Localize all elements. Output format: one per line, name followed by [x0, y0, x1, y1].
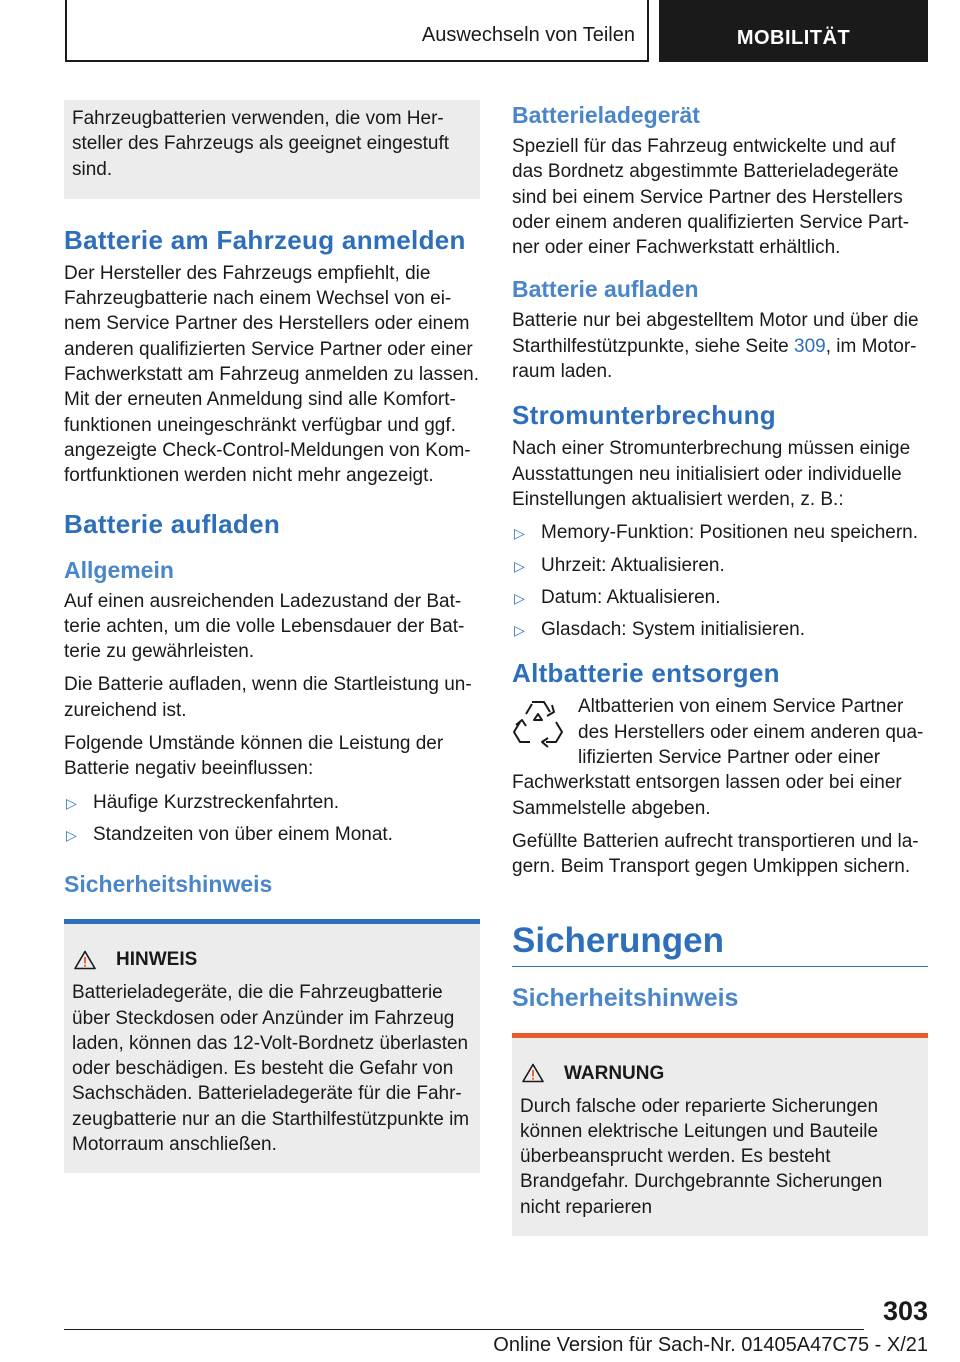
heading-dispose-old-battery: Altbatterie entsorgen [512, 658, 780, 689]
list-item: ▷ Standzeiten von über einem Monat. [64, 822, 480, 847]
warning-triangle-icon [522, 1063, 544, 1083]
left-column [64, 100, 480, 1173]
footer-divider [64, 1329, 864, 1330]
bullet-triangle-icon: ▷ [514, 525, 525, 542]
warning-box [512, 1033, 928, 1236]
disposal-text-2: Gefüllte Batterien aufrecht transportieren und lagern. Beim Transport gegen Umkippen sichern. [512, 830, 919, 878]
intro-box [64, 100, 480, 199]
subheading-general: Allgemein [64, 556, 174, 583]
page-number: 303 [882, 1296, 928, 1326]
heading-charge-battery-right: Batterie aufladen [512, 276, 699, 303]
list-item: ▷ Memory-Funktion: Positionen neu speichern. [512, 520, 928, 545]
list-item: ▷ Datum: Aktualisieren. [512, 585, 928, 610]
bullet-triangle-icon: ▷ [66, 794, 77, 811]
warning-triangle-icon [74, 950, 96, 970]
notice-box [64, 919, 480, 1173]
bullet-triangle-icon: ▷ [514, 622, 525, 639]
list-item: ▷ Uhrzeit: Aktualisieren. [512, 553, 928, 578]
register-battery-text: Der Hersteller des Fahrzeugs empfiehlt, die Fahrzeugbatterie nach einem Wechsel von einem Service Partner des Herstellers oder einem anderen qualifizierten Service Partner oder einer Fachwerkstatt am Fahrzeug anmelden zu lassen. Mit der erneuten Anmeldung sind alle Komfortfunktionen uneingeschränkt verfügbar und ggf. angezeigte Check-Control-Meldungen von Komfortfunktionen werden nicht mehr angezeigt. [64, 262, 480, 487]
bullet-triangle-icon: ▷ [66, 826, 77, 843]
charge-battery-right-text: Batterie nur bei abgestelltem Motor und über die Starthilfestützpunkte, siehe Seite 309, im Motorraum laden. [512, 310, 919, 383]
list-item: ▷ Häufige Kurzstreckenfahrten. [64, 790, 480, 815]
list-item: ▷ Glasdach: System initialisieren. [512, 617, 928, 642]
page-reference-link[interactable]: 309 [794, 335, 826, 357]
heading-charge-battery: Batterie aufladen [64, 508, 281, 539]
disposal-text-1-cont: Fachwerkstatt entsorgen lassen oder bei einer Sammelstelle abgeben. [512, 772, 902, 819]
notice-text: Batterieladegeräte, die die Fahrzeugbatterie über Steckdosen oder Anzünder im Fahrzeug laden, können das 12-Volt-Bordnetz überlasten oder beschädigen. Es besteht die Gefahr von Sachschäden. Batterieladegeräte für die Fahrzeugbatterie nur an die Starthilfestützpunkte im Motorraum anschließen. [72, 982, 470, 1156]
header-chapter-title: MOBILITÄT [736, 27, 851, 49]
heading-fuses: Sicherungen [512, 920, 724, 960]
notice-title: HINWEIS [72, 947, 472, 972]
heading-battery-charger: Batterieladegerät [512, 102, 700, 128]
subheading-safety-note: Sicherheitshinweis [64, 871, 273, 898]
charge-text-1: Auf einen ausreichenden Ladezustand der Batterie achten, um die volle Lebensdauer der Batterie zu gewährleisten. [64, 590, 465, 663]
footer-online-version: Online Version für Sach-Nr. 01405A47C75 - X/21 [493, 1334, 928, 1356]
charge-text-3: Folgende Umstände können die Leistung der Batterie negativ beeinflussen: [64, 733, 444, 780]
disposal-text-1: Altbatterien von einem Service Partner des Herstellers oder einem anderen qualifizierten Service Partner oder einer [578, 696, 924, 769]
subheading-fuses-safety: Sicherheitshinweis [512, 983, 739, 1012]
bullet-triangle-icon: ▷ [514, 557, 525, 574]
right-column [512, 100, 928, 1236]
power-interruption-list [512, 520, 928, 642]
heading-register-battery: Batterie am Fahrzeug anmelden [64, 224, 466, 255]
fuses-heading-rule [512, 918, 928, 967]
charge-text-2: Die Batterie aufladen, wenn die Startleistung unzureichend ist. [64, 674, 472, 721]
battery-charger-text: Speziell für das Fahrzeug entwickelte und auf das Bordnetz abgestimmte Batterieladegeräte sind bei einem Service Partner des Herstellers oder einem anderen qualifizierten Service Partner oder einer Fachwerkstatt erhältlich. [512, 136, 910, 259]
warning-text: Durch falsche oder reparierte Sicherungen können elektrische Leitungen und Bauteile überbeansprucht werden. Es besteht Brandgefahr. Durchgebrannte Sicherungen nicht reparieren [520, 1095, 883, 1218]
recycling-icon [512, 696, 564, 752]
heading-power-interruption: Stromunterbrechung [512, 400, 776, 431]
bullet-triangle-icon: ▷ [514, 589, 525, 606]
power-interruption-text: Nach einer Stromunterbrechung müssen einige Ausstattungen neu initialisiert oder individuelle Einstellungen aktualisiert werden, z. B.: [512, 438, 911, 510]
warning-title: WARNUNG [520, 1061, 920, 1086]
intro-box-text: Fahrzeugbatterien verwenden, die vom Hersteller des Fahrzeugs als geeignet eingestuft sind. [72, 108, 450, 180]
header-section-title: Auswechseln von Teilen [421, 24, 635, 46]
recycling-note [512, 694, 928, 770]
charge-bullet-list [64, 790, 480, 848]
